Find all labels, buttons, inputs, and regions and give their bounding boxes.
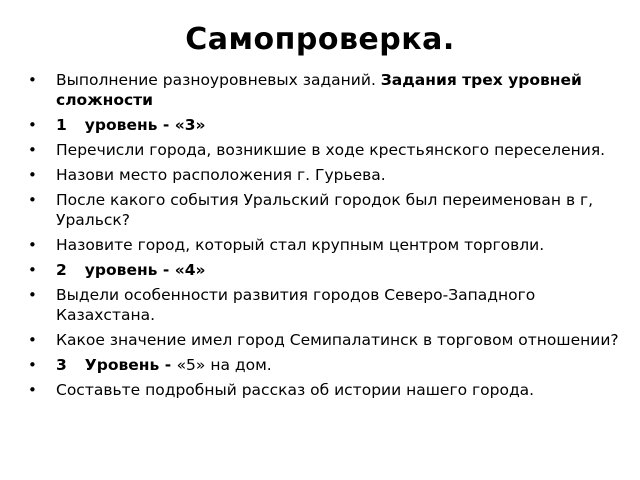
bullet-icon: • xyxy=(28,381,37,399)
item-text: Выдели особенности развития городов Северо-Западного Казахстана. xyxy=(56,286,536,324)
list-item xyxy=(24,140,624,160)
list-item xyxy=(24,285,624,325)
bullet-icon: • xyxy=(28,236,37,254)
item-text: После какого события Уральский городок был переименован в г, Уральск? xyxy=(56,191,594,229)
bullet-icon: • xyxy=(28,116,37,134)
level-label: Уровень - xyxy=(84,356,177,374)
bullet-icon: • xyxy=(28,166,37,184)
list-item xyxy=(24,190,624,230)
list-item xyxy=(24,330,624,350)
list-item xyxy=(24,165,624,185)
item-text: Назовите город, который стал крупным центром торговли. xyxy=(56,236,545,254)
slide-title: Самопроверка. xyxy=(185,22,455,57)
item-text: Перечисли города, возникшие в ходе крестьянского переселения. xyxy=(56,141,606,159)
item-bold-text: Задания трех уровней сложности xyxy=(56,71,582,109)
bullet-icon: • xyxy=(28,71,37,89)
list-item xyxy=(24,235,624,255)
task-list xyxy=(24,70,624,405)
bullet-icon: • xyxy=(28,286,37,304)
item-text: Выполнение разноуровневых заданий. xyxy=(56,71,381,89)
bullet-icon: • xyxy=(28,141,37,159)
list-item xyxy=(24,380,624,400)
level-heading-2 xyxy=(24,260,624,280)
level-heading-1 xyxy=(24,115,624,135)
level-number: 1 xyxy=(56,116,67,134)
item-text: «5» на дом. xyxy=(176,356,272,374)
item-text: Составьте подробный рассказ об истории нашего города. xyxy=(56,381,535,399)
bullet-icon: • xyxy=(28,261,37,279)
item-text: Какое значение имел город Семипалатинск в торговом отношении? xyxy=(56,331,619,349)
item-text: Назови место расположения г. Гурьева. xyxy=(56,166,386,184)
level-label: уровень - «4» xyxy=(84,261,206,279)
level-label: уровень - «3» xyxy=(84,116,206,134)
level-heading-3 xyxy=(24,355,624,375)
level-number: 2 xyxy=(56,261,67,279)
level-number: 3 xyxy=(56,356,67,374)
bullet-icon: • xyxy=(28,356,37,374)
bullet-icon: • xyxy=(28,191,37,209)
list-item xyxy=(24,70,624,110)
bullet-icon: • xyxy=(28,331,37,349)
